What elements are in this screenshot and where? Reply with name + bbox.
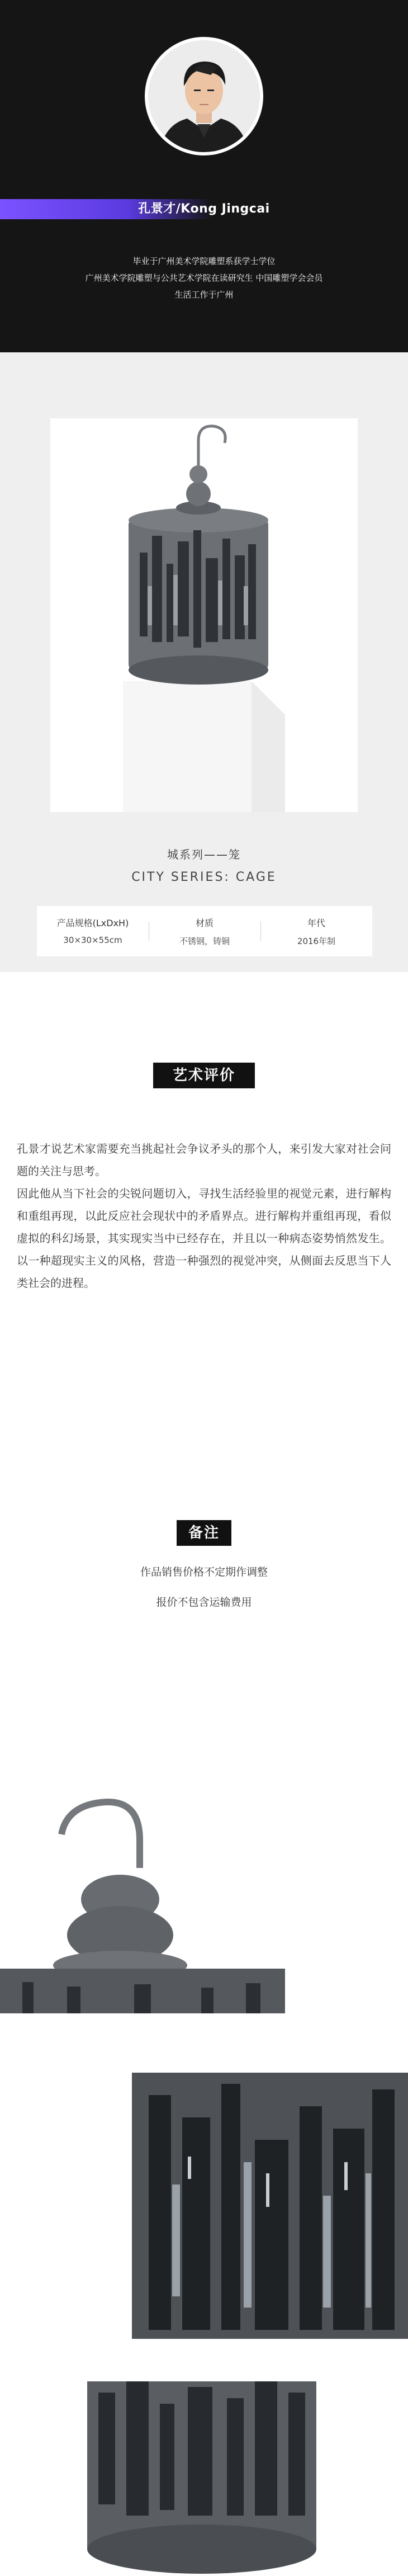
artwork-title-cn: 城系列——笼 (167, 848, 241, 861)
bio-line: 广州美术学院雕塑与公共艺术学院在读研究生 中国雕塑学会会员 (85, 273, 323, 283)
artwork-title-en: CITY SERIES: CAGE (131, 870, 277, 884)
bio-line: 毕业于广州美术学院雕塑系获学士学位 (132, 256, 276, 266)
spec-label-size: 产品规格(LxDxH) (56, 918, 129, 928)
detail-photo-base (87, 2381, 316, 2574)
artwork-specs-table (37, 906, 372, 956)
notes-heading: 备注 (177, 1520, 231, 1546)
bio-line: 生活工作于广州 (174, 290, 234, 300)
artist-bio (0, 253, 408, 303)
review-paragraph: 因此他从当下社会的尖锐问题切入，寻找生活经验里的视觉元素，进行解构和重组再现，以此反应社会现状中的矛盾界点。进行解构并重组再现，看似虚拟的科幻场景，其实现实当中已经存在，并且以一种病态姿势悄然发生。以一种超现实主义的风格，营造一种强烈的视觉冲突，从侧面去反思当下人类社会的进程。 (17, 1187, 391, 1290)
artist-avatar (148, 40, 260, 152)
review-paragraph: 孔景才说艺术家需要充当挑起社会争议矛头的那个人，来引发大家对社会问题的关注与思考。 (17, 1142, 391, 1178)
note-line: 报价不包含运输费用 (156, 1596, 252, 1608)
artist-name: 孔景才/Kong Jingcai (138, 202, 270, 216)
spec-value-material: 不锈钢，铸铜 (179, 936, 230, 946)
spec-label-material: 材质 (195, 918, 214, 928)
artwork-photo (50, 418, 358, 812)
detail-photo-lid (0, 1767, 285, 2013)
review-heading: 艺术评价 (153, 1063, 255, 1088)
spec-label-year: 年代 (307, 918, 325, 928)
note-line: 作品销售价格不定期作调整 (140, 1566, 268, 1578)
spec-value-year: 2016年制 (297, 936, 336, 946)
spec-value-size: 30×30×55cm (63, 935, 122, 945)
review-text (17, 1138, 391, 1294)
detail-photo-skyline (132, 2073, 408, 2339)
